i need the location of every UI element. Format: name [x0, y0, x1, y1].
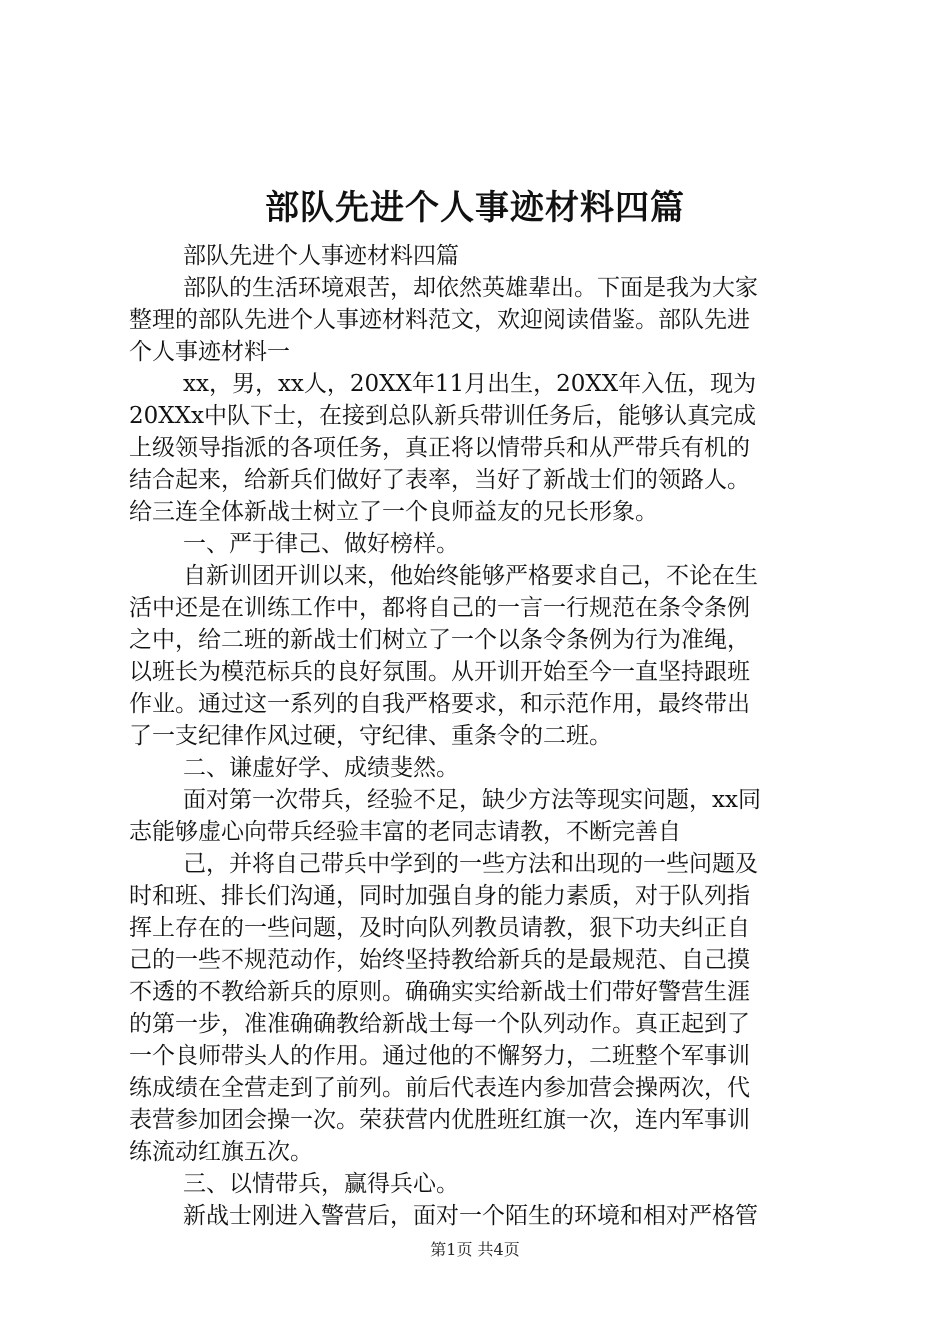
document-title: 部队先进个人事迹材料四篇 [265, 188, 685, 228]
text-line: 练成绩在全营走到了前列。前后代表连内参加营会操两次，代 [129, 1075, 750, 1101]
text-line: 己，并将自己带兵中学到的一些方法和出现的一些问题及 [183, 851, 758, 877]
text-line: 己的一些不规范动作，始终坚持教给新兵的是最规范、自己摸 [129, 947, 750, 973]
text-line: 结合起来，给新兵们做好了表率，当好了新战士们的领路人。 [129, 467, 750, 493]
text-line: 20XXx中队下士，在接到总队新兵带训任务后，能够认真完成 [129, 403, 756, 429]
text-line: 志能够虚心向带兵经验丰富的老同志请教，不断完善自 [129, 819, 681, 845]
section-heading: 一、严于律己、做好榜样。 [183, 531, 459, 557]
text-line: 挥上存在的一些问题，及时向队列教员请教，狠下功夫纠正自 [129, 915, 750, 941]
text-line: 给三连全体新战士树立了一个良师益友的兄长形象。 [129, 499, 658, 525]
text-line: 新战士刚进入警营后，面对一个陌生的环境和相对严格管 [183, 1203, 758, 1229]
text-line: 上级领导指派的各项任务，真正将以情带兵和从严带兵有机的 [129, 435, 750, 461]
section-heading: 三、以情带兵，赢得兵心。 [183, 1171, 459, 1197]
text-line: 练流动红旗五次。 [129, 1139, 313, 1165]
text-line: 不透的不教给新兵的原则。确确实实给新战士们带好警营生涯 [129, 979, 750, 1005]
text-line: xx，男，xx人，20XX年11月出生，20XX年入伍，现为 [183, 371, 757, 397]
text-line: 了一支纪律作风过硬，守纪律、重条令的二班。 [129, 723, 612, 749]
text-line: 一个良师带头人的作用。通过他的不懈努力，二班整个军事训 [129, 1043, 750, 1069]
section-heading: 二、谦虚好学、成绩斐然。 [183, 755, 459, 781]
page-number-footer: 第1页 共4页 [430, 1240, 520, 1259]
text-line: 的第一步，准准确确教给新战士每一个队列动作。真正起到了 [129, 1011, 750, 1037]
text-line: 自新训团开训以来，他始终能够严格要求自己，不论在生 [183, 563, 758, 589]
text-line: 活中还是在训练工作中，都将自己的一言一行规范在条令条例 [129, 595, 750, 621]
text-line: 表营参加团会操一次。荣获营内优胜班红旗一次，连内军事训 [129, 1107, 750, 1133]
text-line: 个人事迹材料一 [129, 339, 290, 365]
text-line: 面对第一次带兵，经验不足，缺少方法等现实问题，xx同 [183, 787, 761, 813]
text-line: 之中，给二班的新战士们树立了一个以条令条例为行为准绳， [129, 627, 750, 653]
text-line: 部队先进个人事迹材料四篇 [183, 243, 459, 269]
text-line: 整理的部队先进个人事迹材料范文，欢迎阅读借鉴。部队先进 [129, 307, 750, 333]
text-line: 以班长为模范标兵的良好氛围。从开训开始至今一直坚持跟班 [129, 659, 750, 685]
document-body [129, 240, 831, 1232]
text-line: 部队的生活环境艰苦，却依然英雄辈出。下面是我为大家 [183, 275, 758, 301]
text-line: 时和班、排长们沟通，同时加强自身的能力素质，对于队列指 [129, 883, 750, 909]
text-line: 作业。通过这一系列的自我严格要求，和示范作用，最终带出 [129, 691, 750, 717]
